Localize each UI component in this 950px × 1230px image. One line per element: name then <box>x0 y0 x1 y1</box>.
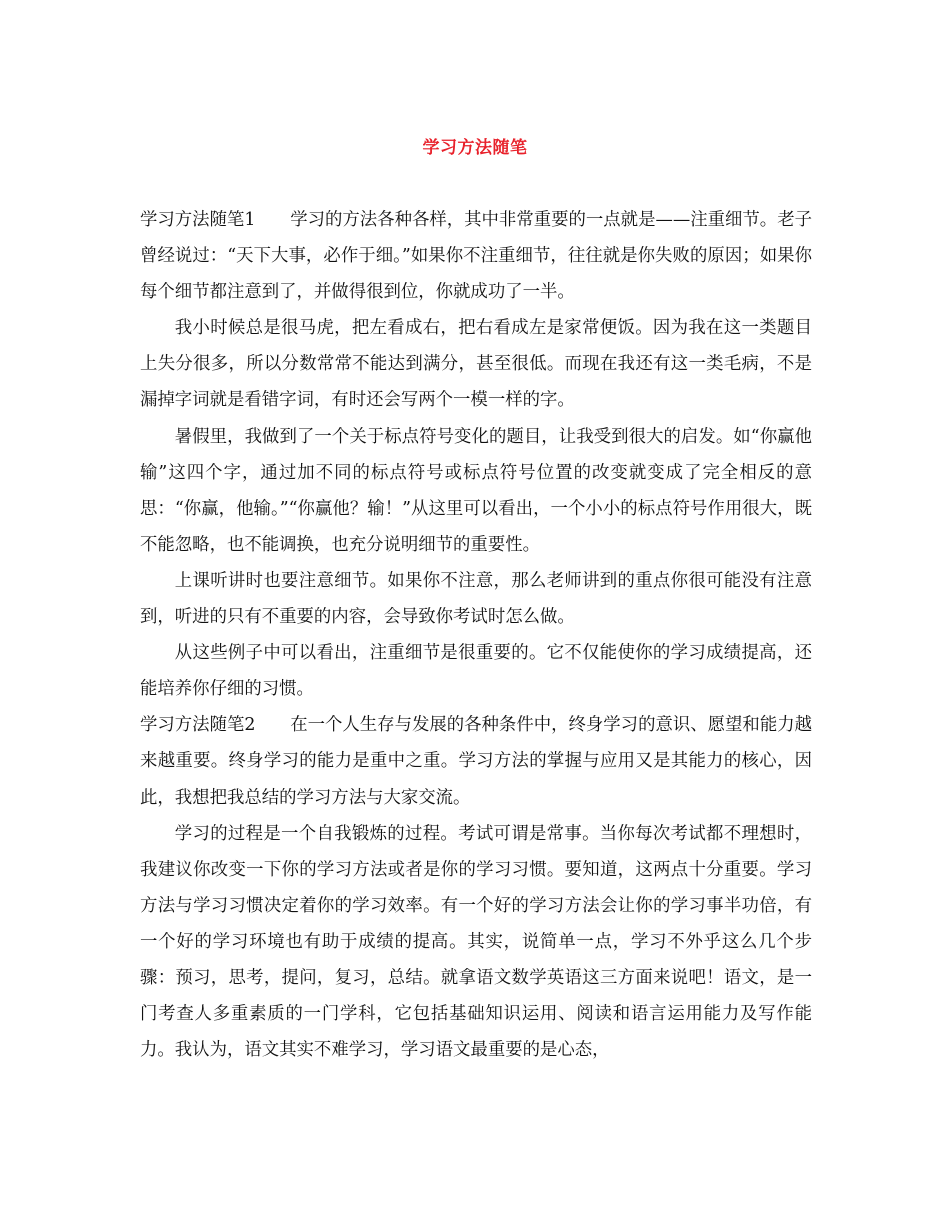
paragraph-5: 从这些例子中可以看出，注重细节是很重要的。它不仅能使你的学习成绩提高，还能培养你仔细的习惯。 <box>140 643 812 700</box>
paragraph-text: 学习的方法各种各样，其中非常重要的一点就是——注重细节。老子曾经说过：“天下大事，必作于细。”如果你不注重细节，往往就是你失败的原因；如果你每个细节都注意到了，并做得很到位，你就成功了一半。 <box>140 210 812 303</box>
section-heading-1: 学习方法随笔1 <box>140 210 291 230</box>
paragraph-2: 我小时候总是很马虎，把左看成右，把右看成左是家常便饭。因为我在这一类题目上失分很多，所以分数常常不能达到满分，甚至很低。而现在我还有这一类毛病，不是漏掉字词就是看错字词，有时还会写两个一模一样的字。 <box>140 318 812 411</box>
paragraph-4: 上课听讲时也要注意细节。如果你不注意，那么老师讲到的重点你很可能没有注意到，听进的只有不重要的内容，会导致你考试时怎么做。 <box>140 570 812 628</box>
paragraph-3: 暑假里，我做到了一个关于标点符号变化的题目，让我受到很大的启发。如“你赢他输”这四个字，通过加不同的标点符号或标点符号位置的改变就变成了完全相反的意思：“你赢，他输。”“你赢他？输！”从这里可以看出，一个小小的标点符号作用很大，既不能忽略，也不能调换，也充分说明细节的重要性。 <box>140 426 812 555</box>
paragraph-7: 学习的过程是一个自我锻炼的过程。考试可谓是常事。当你每次考试都不理想时，我建议你改变一下你的学习方法或者是你的学习习惯。要知道，这两点十分重要。学习方法与学习习惯决定着你的学习效率。有一个好的学习方法会让你的学习事半功倍，有一个好的学习环境也有助于成绩的提高。其实，说简单一点，学习不外乎这么几个步骤：预习，思考，提问，复习，总结。就拿语文数学英语这三方面来说吧！语文，是一门考查人多重素质的一门学科，它包括基础知识运用、阅读和语言运用能力及写作能力。我认为，语文其实不难学习，学习语文最重要的是心态， <box>140 823 812 1061</box>
paragraph-text: 在一个人生存与发展的各种条件中，终身学习的意识、愿望和能力越来越重要。终身学习的能力是重中之重。学习方法的掌握与应用又是其能力的核心，因此，我想把我总结的学习方法与大家交流。 <box>140 715 812 808</box>
document-title: 学习方法随笔 <box>422 138 528 158</box>
paragraph-1 <box>140 202 812 310</box>
section-heading-2: 学习方法随笔2 <box>140 715 291 736</box>
document-body <box>140 202 812 1068</box>
paragraph-6 <box>140 707 812 815</box>
